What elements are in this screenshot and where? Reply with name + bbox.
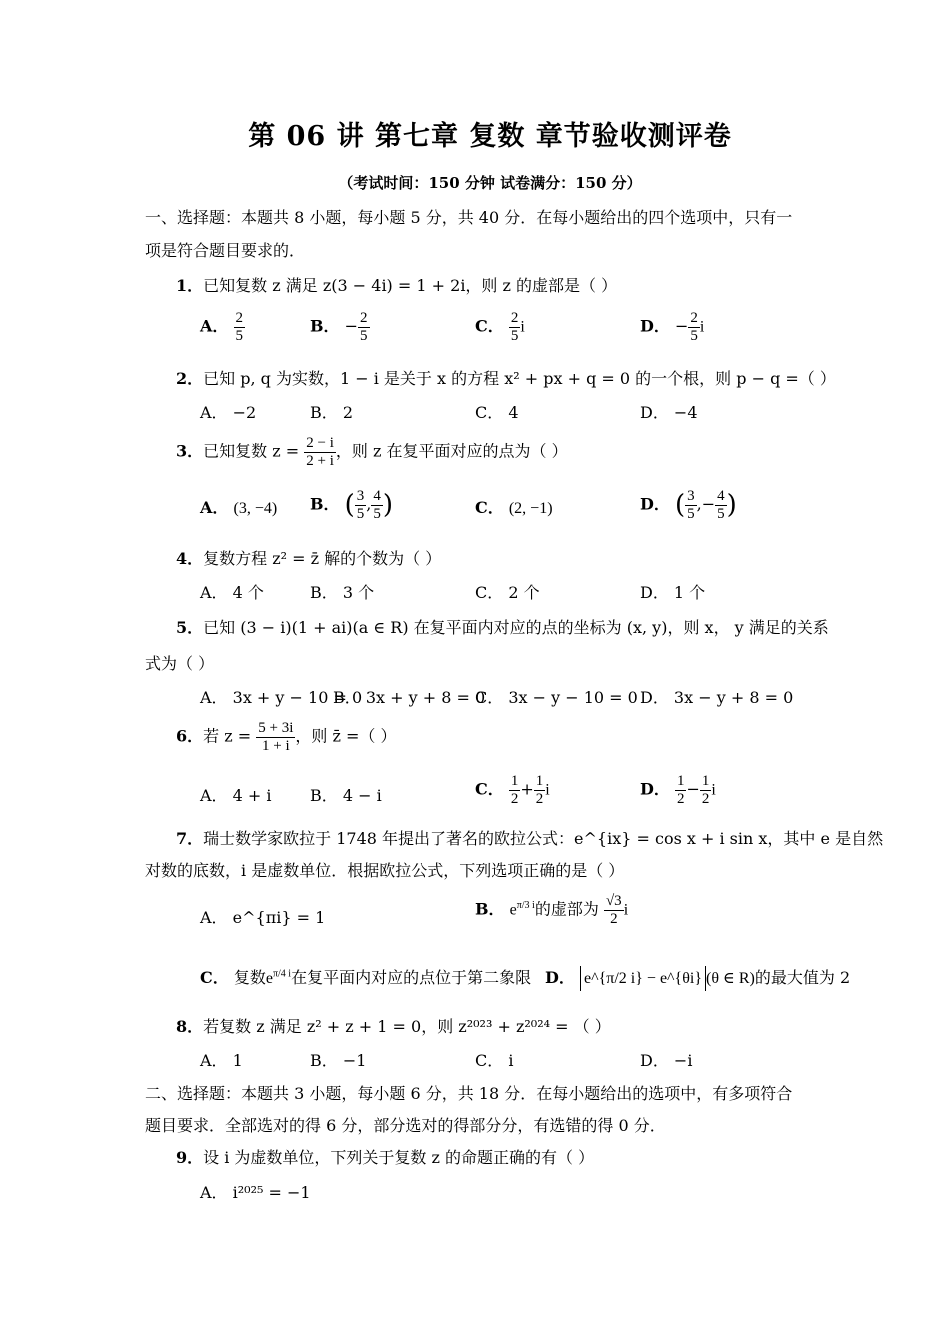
q1-option-d[interactable]: D． − $\frac{2}{5}$ i <box>640 310 705 344</box>
q3-option-d[interactable]: D． ( $\frac{3}{5}$ ,− $\frac{4}{5}$ ) <box>640 488 737 522</box>
question-text: 已知复数 z 满足 z(3 − 4i) = 1 + 2i，则 z 的虚部是（ ） <box>203 276 618 295</box>
q2-option-b[interactable]: B． 2 <box>310 403 354 422</box>
question-7-continued: 对数的底数，i 是虚数单位．根据欧拉公式，下列选项正确的是（ ） <box>145 861 625 880</box>
question-text: 已知 (3 − i)(1 + ai)(a ∈ R) 在复平面内对应的点的坐标为 (x, y)，则 x， y 满足的关系 <box>203 618 829 637</box>
q8-option-d[interactable]: D． −i <box>640 1051 693 1070</box>
question-number: 2． <box>176 369 204 388</box>
q2-option-c[interactable]: C． 4 <box>475 403 519 422</box>
q1-option-b[interactable]: B． − $\frac{2}{5}$ <box>310 310 368 344</box>
question-6: 6．若 z = $\frac{5 + 3i}{1 + i}$ ，则 z̄ =（ ） <box>176 720 397 754</box>
q3-option-c[interactable]: C． (2, −1) <box>475 498 553 517</box>
q4-option-a[interactable]: A． 4 个 <box>200 583 264 602</box>
q3-option-b[interactable]: B． ( $\frac{3}{5}$ , $\frac{4}{5}$ ) <box>310 488 394 522</box>
section1-instructions-line1: 一、选择题：本题共 8 小题，每小题 5 分，共 40 分．在每小题给出的四个选项中，只有一 <box>145 208 793 227</box>
question-3: 3．已知复数 z = $\frac{2 - i}{2 + i}$ ，则 z 在复平面对应的点为（ ） <box>176 435 568 469</box>
q5-option-c[interactable]: C． 3x − y − 10 = 0 <box>475 688 638 707</box>
question-fraction: $\frac{2 - i}{2 + i}$ <box>306 435 334 469</box>
page-title: 第 06 讲 第七章 复数 章节验收测评卷 <box>248 121 732 152</box>
q7-option-a[interactable]: A． e^{πi} = 1 <box>200 908 326 927</box>
q1-option-c[interactable]: C． $\frac{2}{5}$ i <box>475 310 525 344</box>
q4-option-c[interactable]: C． 2 个 <box>475 583 540 602</box>
question-5 <box>176 615 829 638</box>
q4-option-b[interactable]: B． 3 个 <box>310 583 375 602</box>
q6-option-a[interactable]: A． 4 + i <box>200 786 272 805</box>
question-text: 已知 p, q 为实数，1 − i 是关于 x 的方程 x² + px + q = 0 的一个根，则 p − q =（ ） <box>203 369 836 388</box>
question-text: 若复数 z 满足 z² + z + 1 = 0，则 z²⁰²³ + z²⁰²⁴ = （ ） <box>203 1017 611 1036</box>
q5-option-b[interactable]: B． 3x + y + 8 = 0 <box>333 688 486 707</box>
q9-option-a[interactable]: A． i²⁰²⁵ = −1 <box>200 1183 311 1202</box>
question-5-continued: 式为（ ） <box>145 654 215 673</box>
q7-option-b[interactable]: B． $e^{\pi/3 i}$的虚部为 $\frac{√3}{2}$ i <box>475 893 629 927</box>
section2-instructions-line2: 题目要求．全部选对的得 6 分，部分选对的得部分分，有选错的得 0 分． <box>145 1116 666 1135</box>
question-2 <box>176 366 836 389</box>
section1-instructions-line2: 项是符合题目要求的． <box>145 241 306 260</box>
question-number: 5． <box>176 618 204 637</box>
q6-option-b[interactable]: B． 4 − i <box>310 786 382 805</box>
q5-option-d[interactable]: D． 3x − y + 8 = 0 <box>640 688 794 707</box>
question-number: 3． <box>176 441 204 461</box>
q8-option-b[interactable]: B． −1 <box>310 1051 367 1070</box>
section2-instructions-line1: 二、选择题：本题共 3 小题，每小题 6 分，共 18 分．在每小题给出的选项中，有多项符合 <box>145 1084 793 1103</box>
q6-option-d[interactable]: D． $\frac{1}{2}$ − $\frac{1}{2}$ i <box>640 773 716 807</box>
question-9 <box>176 1145 594 1168</box>
q4-option-d[interactable]: D． 1 个 <box>640 583 706 602</box>
q2-option-d[interactable]: D． −4 <box>640 403 698 422</box>
q2-option-a[interactable]: A． −2 <box>200 403 257 422</box>
q6-option-c[interactable]: C． $\frac{1}{2}$ + $\frac{1}{2}$ i <box>475 773 550 807</box>
question-text: 复数方程 z² = z̄ 解的个数为（ ） <box>203 549 442 568</box>
q8-option-c[interactable]: C． i <box>475 1051 514 1070</box>
question-1 <box>176 273 617 296</box>
question-number: 8． <box>176 1017 204 1036</box>
question-number: 6． <box>176 726 204 746</box>
question-7 <box>176 826 883 849</box>
question-number: 9． <box>176 1148 204 1167</box>
q3-option-a[interactable]: A． (3, −4) <box>200 498 278 517</box>
page-subtitle: （考试时间：150 分钟 试卷满分：150 分） <box>338 174 642 192</box>
q7-option-c[interactable]: C． 复数$e^{\pi/4 i}$在复平面内对应的点位于第二象限 <box>200 968 532 987</box>
q7-option-d[interactable]: D． e^{π/2 i} − e^{θi} (θ ∈ R)的最大值为 2 <box>545 965 850 988</box>
question-text: 设 i 为虚数单位，下列关于复数 z 的命题正确的有（ ） <box>203 1148 595 1167</box>
question-number: 7． <box>176 829 204 848</box>
question-number: 1． <box>176 276 204 295</box>
question-text: 瑞士数学家欧拉于 1748 年提出了著名的欧拉公式：e^{ix} = cos x + i sin x，其中 e 是自然 <box>203 829 884 848</box>
question-number: 4． <box>176 549 204 568</box>
question-fraction: $\frac{5 + 3i}{1 + i}$ <box>258 720 294 754</box>
q5-option-a[interactable]: A． 3x + y − 10 = 0 <box>200 688 363 707</box>
q8-option-a[interactable]: A． 1 <box>200 1051 243 1070</box>
question-4 <box>176 546 441 569</box>
q1-option-a[interactable]: A． $\frac{2}{5}$ <box>200 310 244 344</box>
question-8 <box>176 1014 611 1037</box>
